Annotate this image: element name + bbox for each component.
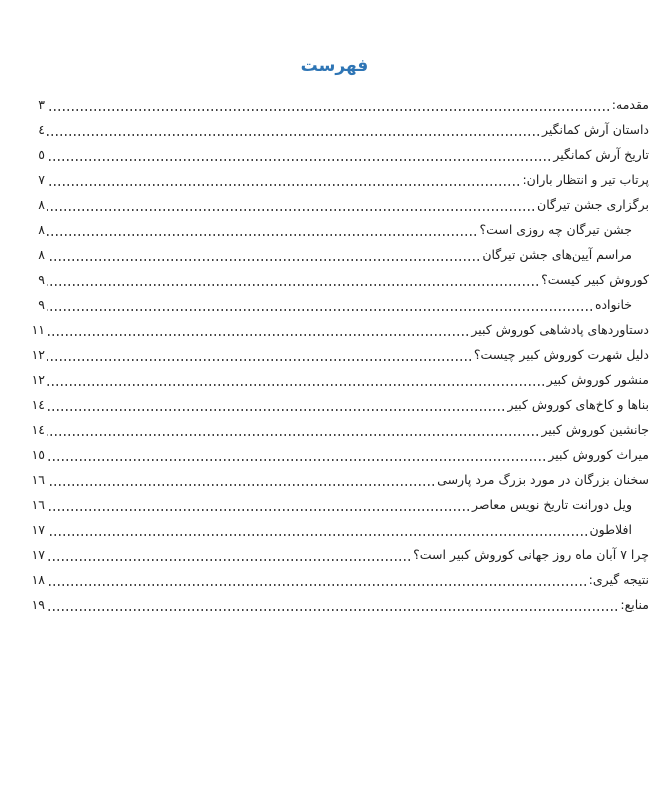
toc-entry[interactable] — [21, 367, 649, 392]
toc-entry-title: ویل دورانت تاریخ نویس معاصر — [471, 497, 632, 512]
toc-leader-dots — [47, 259, 479, 261]
toc-page-number: ١٢ — [31, 372, 45, 387]
toc-leader-dots — [47, 384, 544, 386]
toc-page-number: ١٤ — [31, 422, 45, 437]
toc-leader-dots — [47, 209, 534, 211]
document-page — [0, 56, 669, 810]
toc-entry[interactable] — [21, 542, 649, 567]
toc-page-number: ١٤ — [31, 397, 45, 412]
toc-page-number: ١٦ — [31, 497, 45, 512]
toc-page-number: ١٥ — [31, 447, 45, 462]
toc-leader-dots — [47, 309, 592, 311]
toc-leader-dots — [47, 359, 471, 361]
toc-leader-dots — [47, 409, 504, 411]
toc-page-number: ٨ — [38, 222, 45, 237]
toc-entry-title: مراسم آیین‌های جشن تیرگان — [482, 247, 632, 262]
toc-leader-dots — [47, 484, 434, 486]
toc-entry-title: میراث کوروش کبیر — [548, 447, 649, 462]
toc-page-number: ١٧ — [31, 547, 45, 562]
toc-entry-title: داستان آرش کمانگیر — [541, 122, 649, 137]
toc-entry-title: سخنان بزرگان در مورد بزرگ مرد پارسی — [437, 472, 649, 487]
toc-page-number: ١١ — [31, 322, 45, 337]
toc-page-number: ٩ — [38, 272, 45, 287]
toc-leader-dots — [47, 559, 410, 561]
toc-leader-dots — [47, 534, 587, 536]
toc-entry-title: نتیجه گیری: — [588, 572, 649, 587]
toc-page-number: ٤ — [38, 122, 45, 137]
toc-page-number: ٥ — [38, 147, 45, 162]
toc-leader-dots — [47, 459, 545, 461]
toc-leader-dots — [47, 584, 586, 586]
toc-entry[interactable] — [21, 517, 649, 542]
toc-entry-title: جشن تیرگان چه روزی است؟ — [479, 222, 632, 237]
toc-entry[interactable] — [21, 292, 649, 317]
toc-page-number: ١٦ — [31, 472, 45, 487]
toc-page-number: ٨ — [38, 197, 45, 212]
toc-leader-dots — [47, 134, 539, 136]
toc-entry-title: برگزاری جشن تیرگان — [537, 197, 649, 212]
toc-leader-dots — [47, 334, 468, 336]
toc-entry-title: کوروش کبیر کیست؟ — [541, 272, 649, 287]
toc-page-number: ١٢ — [31, 347, 45, 362]
toc-entry-title: دلیل شهرت کوروش کبیر چیست؟ — [473, 347, 649, 362]
toc-entry[interactable] — [21, 92, 649, 117]
toc-entry[interactable] — [21, 442, 649, 467]
toc-entry-title: مقدمه: — [611, 97, 649, 112]
toc-entry-title: پرتاب تیر و انتظار باران: — [522, 172, 649, 187]
toc-leader-dots — [47, 109, 609, 111]
toc-entry[interactable] — [21, 392, 649, 417]
toc-entry-title: چرا ٧ آبان ماه روز جهانی کوروش کبیر است؟ — [413, 547, 649, 562]
toc-entry[interactable] — [21, 592, 649, 617]
toc-entry-title: جانشین کوروش کبیر — [541, 422, 649, 437]
toc-entry-title: خانواده — [594, 297, 632, 312]
toc-entry[interactable] — [21, 217, 649, 242]
toc-page-number: ١٨ — [31, 572, 45, 587]
toc-entry-title: دستاوردهای پادشاهی کوروش کبیر — [471, 322, 649, 337]
toc-page-number: ٨ — [38, 247, 45, 262]
toc-leader-dots — [47, 159, 550, 161]
toc-entry[interactable] — [21, 242, 649, 267]
toc-leader-dots — [47, 184, 519, 186]
toc-list — [21, 92, 649, 617]
toc-entry[interactable] — [21, 567, 649, 592]
toc-leader-dots — [47, 509, 469, 511]
toc-page-number: ١٩ — [31, 597, 45, 612]
toc-entry[interactable] — [21, 267, 649, 292]
toc-leader-dots — [47, 434, 538, 436]
toc-page-number: ٣ — [38, 97, 45, 112]
toc-leader-dots — [47, 234, 476, 236]
toc-entry[interactable] — [21, 167, 649, 192]
toc-page-number: ٧ — [38, 172, 45, 187]
toc-entry-title: تاریخ آرش کمانگیر — [553, 147, 649, 162]
toc-entry[interactable] — [21, 317, 649, 342]
toc-entry-title: افلاطون — [589, 522, 632, 537]
toc-page-number: ٩ — [38, 297, 45, 312]
toc-entry-title: منابع: — [620, 597, 649, 612]
toc-title: فهرست — [300, 56, 369, 76]
toc-entry[interactable] — [21, 492, 649, 517]
toc-entry[interactable] — [21, 117, 649, 142]
toc-page-number: ١٧ — [31, 522, 45, 537]
toc-entry[interactable] — [21, 342, 649, 367]
toc-entry[interactable] — [21, 417, 649, 442]
toc-entry[interactable] — [21, 142, 649, 167]
toc-entry[interactable] — [21, 467, 649, 492]
toc-entry[interactable] — [21, 192, 649, 217]
toc-leader-dots — [47, 609, 617, 611]
toc-leader-dots — [47, 284, 538, 286]
toc-entry-title: بناها و کاخ‌های کوروش کبیر — [507, 397, 649, 412]
toc-entry-title: منشور کوروش کبیر — [546, 372, 649, 387]
